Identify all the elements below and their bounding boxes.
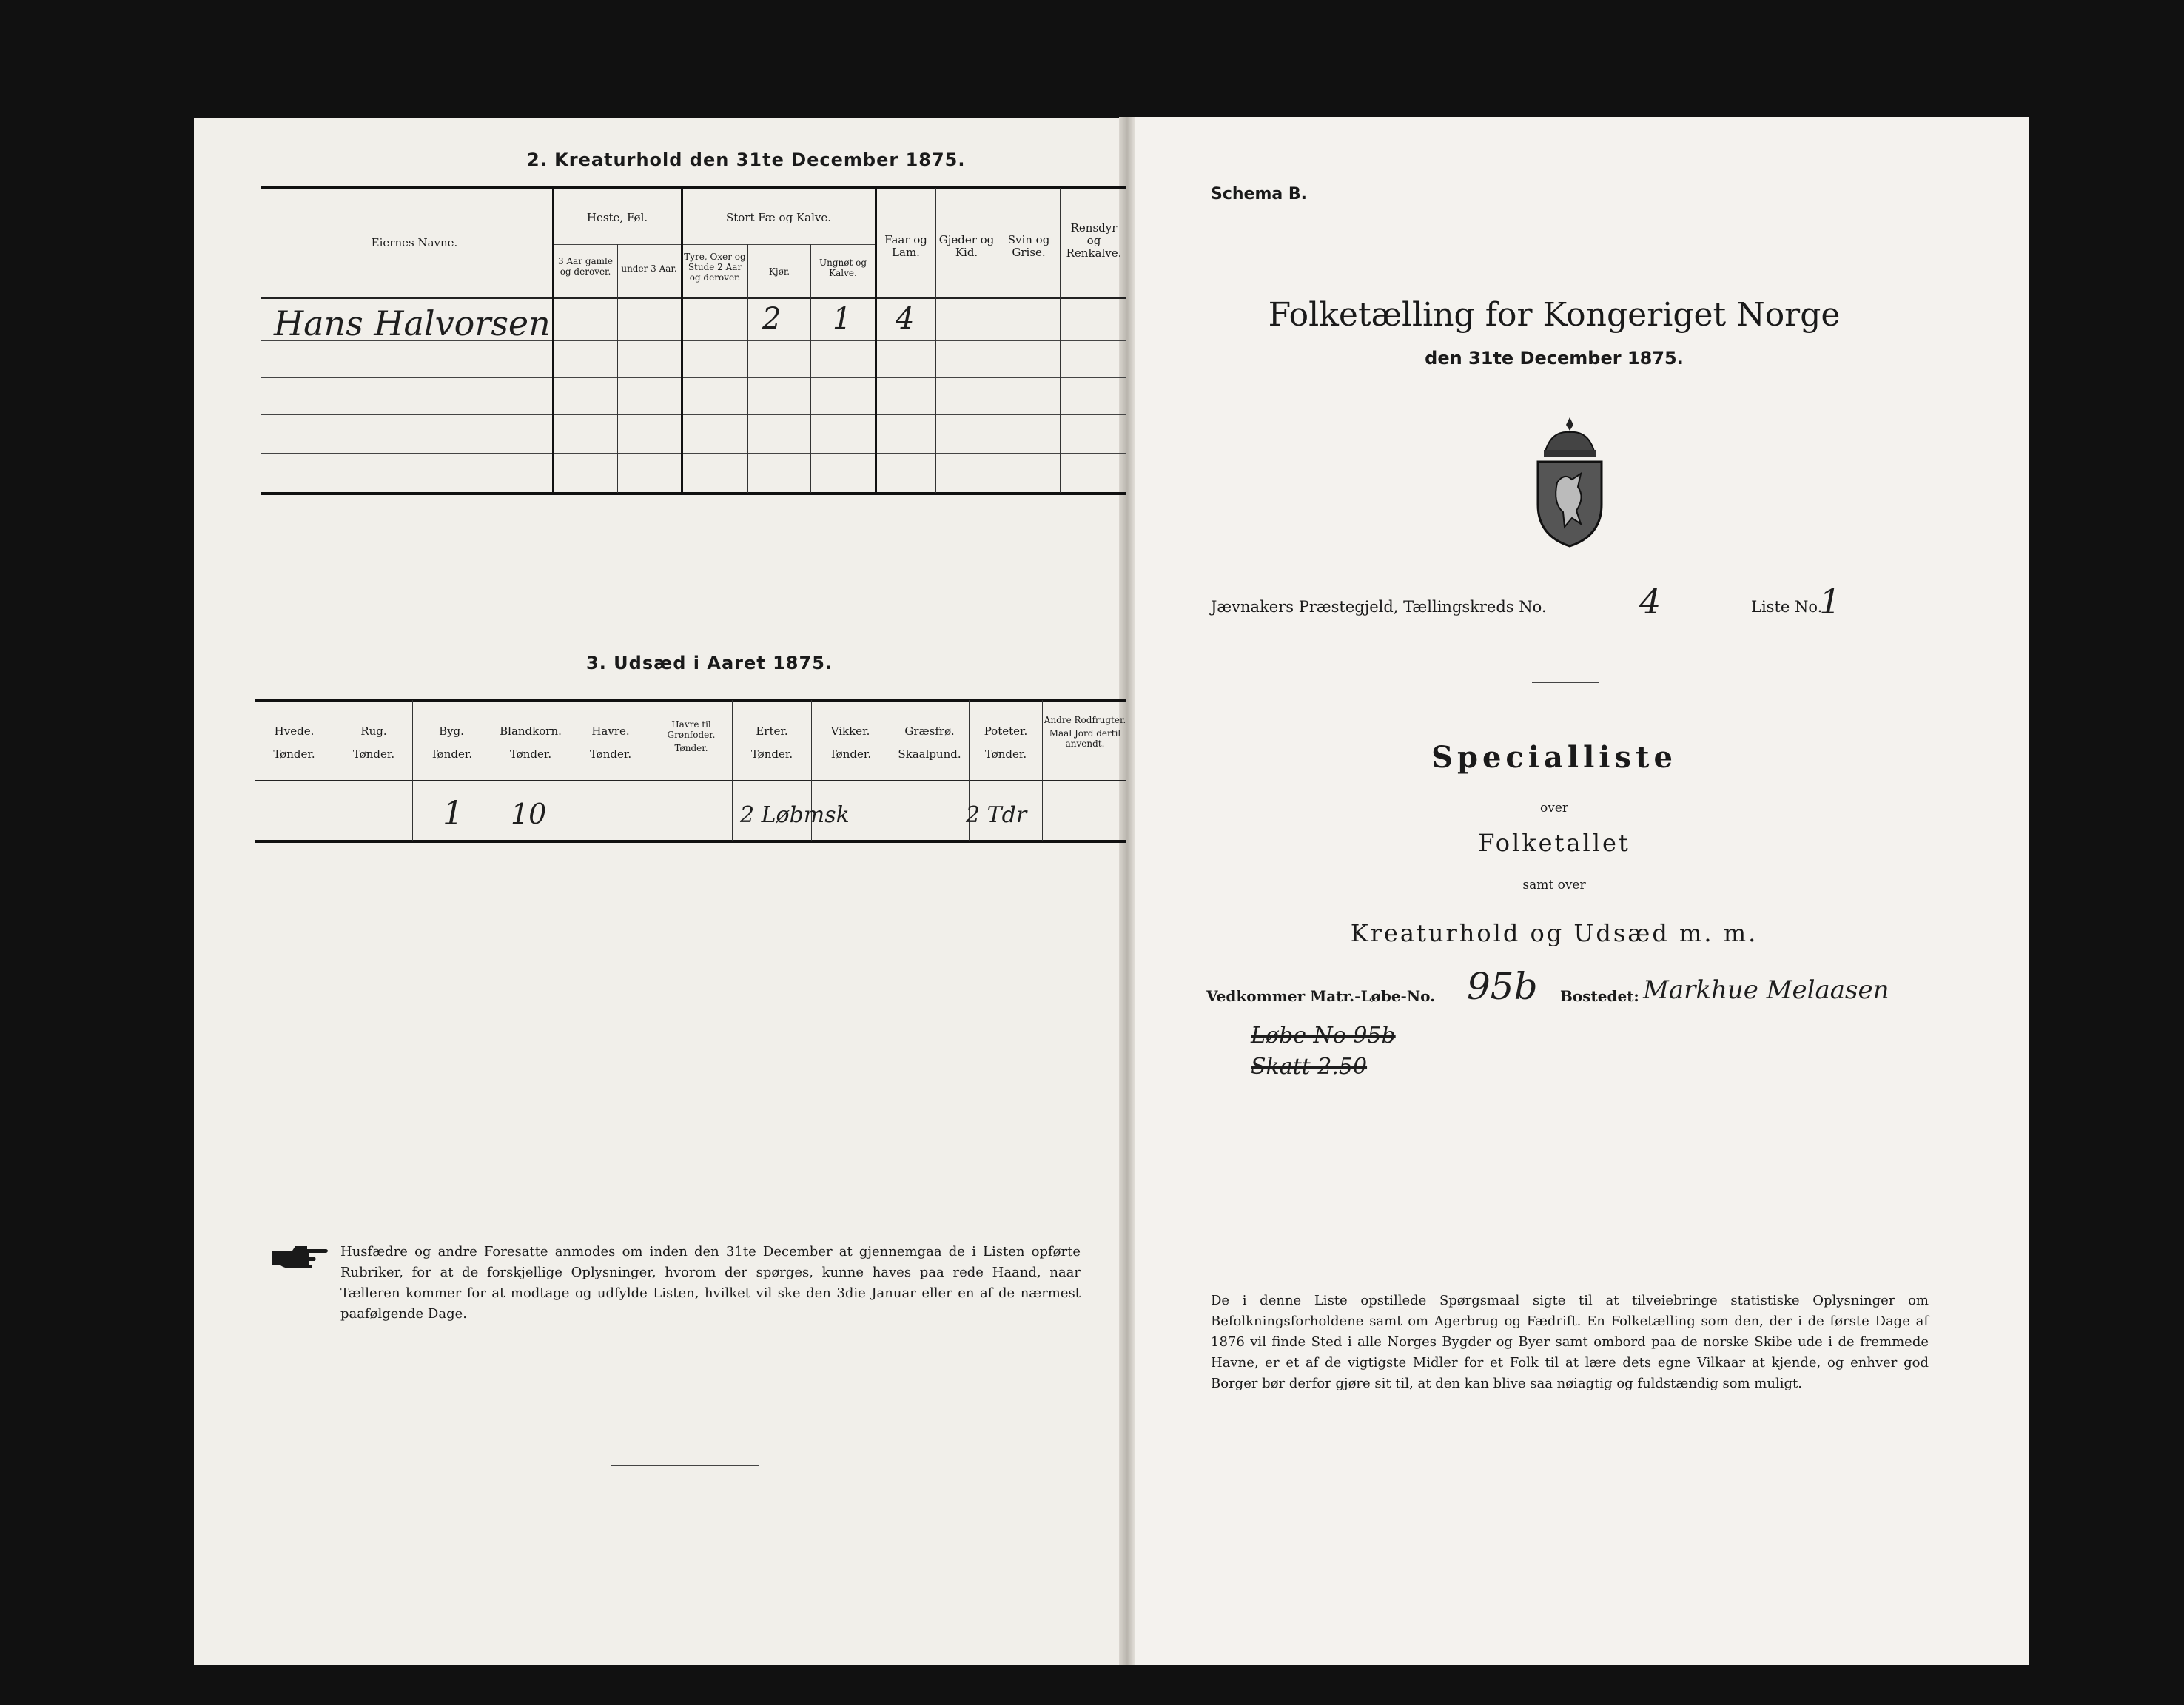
s3-header-rug: Rug.: [360, 724, 387, 738]
main-subtitle: den 31te December 1875.: [1425, 348, 1684, 369]
s3-header-rodfrugter: Andre Rodfrugter.: [1044, 715, 1126, 725]
s3-header-byg: Byg.: [439, 724, 464, 738]
table2-header-rule: [261, 297, 1126, 299]
s3-header-vikker: Vikker.: [830, 724, 870, 738]
left-page: [194, 118, 1126, 1665]
s3-header-havre: Havre.: [591, 724, 630, 738]
s3-unit-poteter: Tønder.: [984, 747, 1027, 761]
s3-unit-vikker: Tønder.: [829, 747, 872, 761]
value-faar: 4: [896, 302, 915, 336]
samt-over-label: samt over: [1522, 878, 1586, 892]
header-heste: Heste, Føl.: [586, 211, 648, 224]
owner-name: Hans Halvorsen: [274, 303, 551, 343]
kreds-no: 4: [1639, 582, 1661, 622]
liste-no: 1: [1819, 582, 1841, 622]
header-gjeder: Gjeder og Kid.: [938, 233, 995, 259]
specialliste-title: Specialliste: [1431, 740, 1677, 775]
matr-label: Vedkommer Matr.-Løbe-No.: [1206, 987, 1436, 1005]
table2-bottom-rule: [261, 492, 1126, 495]
s3-header-hvede: Hvede.: [274, 724, 315, 738]
header-tyre: Tyre, Oxer og Stude 2 Aar og derover.: [684, 252, 746, 283]
page-gutter: [1119, 117, 1135, 1665]
header-rensdyr: Rensdyr og Renkalve.: [1066, 221, 1122, 260]
schema-label: Schema B.: [1211, 185, 1308, 204]
value-kjor: 2: [762, 302, 782, 336]
s3-unit-rug: Tønder.: [352, 747, 395, 761]
matr-value: 95b: [1467, 965, 1538, 1008]
bosted-label: Bostedet:: [1560, 987, 1639, 1005]
s3-header-graesfro: Græsfrø.: [904, 724, 955, 738]
s3-unit-byg: Tønder.: [430, 747, 473, 761]
header-ungnot: Ungnøt og Kalve.: [819, 258, 867, 278]
kreaturhold-label: Kreaturhold og Udsæd m. m.: [1350, 919, 1758, 947]
s3-header-havre-gron: Havre til Grønfoder.: [667, 719, 716, 740]
table3-header-rule: [255, 780, 1126, 781]
s3-unit-blandkorn: Tønder.: [509, 747, 552, 761]
bosted-value: Markhue Melaasen: [1643, 975, 1889, 1005]
header-heste-old: 3 Aar gamle og derover.: [558, 256, 613, 277]
value-ungnot: 1: [833, 302, 852, 336]
header-kjor: Kjør.: [768, 266, 790, 277]
table3-bottom-rule: [255, 840, 1126, 843]
header-owner: Eiernes Navne.: [371, 236, 458, 249]
s3-unit-havre-gron: Tønder.: [674, 743, 708, 753]
main-title: Folketælling for Kongeriget Norge: [1268, 296, 1841, 334]
notice-text: Husfædre og andre Foresatte anmodes om inden den 31te December at gjennemgaa de i Listen opførte Rubriker, for at de forskjellige Oplysninger, hvorom der spørges, kunne haves paa rede Haand, naar Tælleren kommer for at modtage og udfylde Listen, hvilket vil ske den 3die Januar eller en af de nærmest paafølgende Dage.: [340, 1244, 1081, 1322]
section3-title: 3. Udsæd i Aaret 1875.: [586, 653, 833, 673]
over-label: over: [1539, 801, 1569, 815]
liste-label: Liste No.: [1751, 598, 1823, 616]
table2-top-rule: [261, 186, 1126, 189]
pointing-hand-icon: [270, 1243, 329, 1270]
value-poteter: 2 Tdr: [966, 802, 1027, 828]
s3-header-blandkorn: Blandkorn.: [500, 724, 562, 738]
s3-header-poteter: Poteter.: [984, 724, 1028, 738]
s3-unit-rodfrugter: Maal Jord dertil anvendt.: [1049, 728, 1121, 749]
value-blandkorn: 10: [511, 798, 547, 830]
folketallet-label: Folketallet: [1478, 829, 1630, 857]
coat-of-arms-icon: [1529, 416, 1610, 549]
section2-title: 2. Kreaturhold den 31te December 1875.: [527, 149, 966, 170]
value-erter: 2 Løbmsk: [740, 802, 850, 828]
district-prefix: Jævnakers Præstegjeld, Tællingskreds No.: [1211, 598, 1547, 616]
header-storfae: Stort Fæ og Kalve.: [725, 211, 832, 224]
s3-unit-havre: Tønder.: [589, 747, 632, 761]
struck-entry-1: Løbe No 95b: [1251, 1023, 1396, 1049]
header-svin: Svin og Grise.: [1007, 233, 1050, 259]
s3-unit-hvede: Tønder.: [273, 747, 315, 761]
header-heste-young: under 3 Aar.: [621, 263, 677, 274]
table3-top-rule: [255, 699, 1126, 702]
s3-unit-graesfro: Skaalpund.: [898, 747, 961, 761]
struck-entry-2: Skatt 2.50: [1251, 1054, 1368, 1080]
footnote-text: De i denne Liste opstillede Spørgsmaal sigte til at tilveiebringe statistiske Oplysninger om Befolkningsforholdene samt om Agerbrug og Fædrift. En Folketælling som den, der i de første Dage af 1876 vil finde Sted i alle Norges Bygder og Byer samt ombord paa de norske Skibe ude i de fremmede Havne, er et af de vigtigste Midler for et Folk til at lære dets egne Vilkaar at kjende, og enhver god Borger bør derfor gjøre sit til, at den kan blive saa nøiagtig og fuldstændig som muligt.: [1211, 1293, 1929, 1391]
s3-header-erter: Erter.: [756, 724, 788, 738]
header-faar: Faar og Lam.: [884, 233, 927, 259]
value-byg: 1: [443, 795, 463, 833]
s3-unit-erter: Tønder.: [750, 747, 793, 761]
